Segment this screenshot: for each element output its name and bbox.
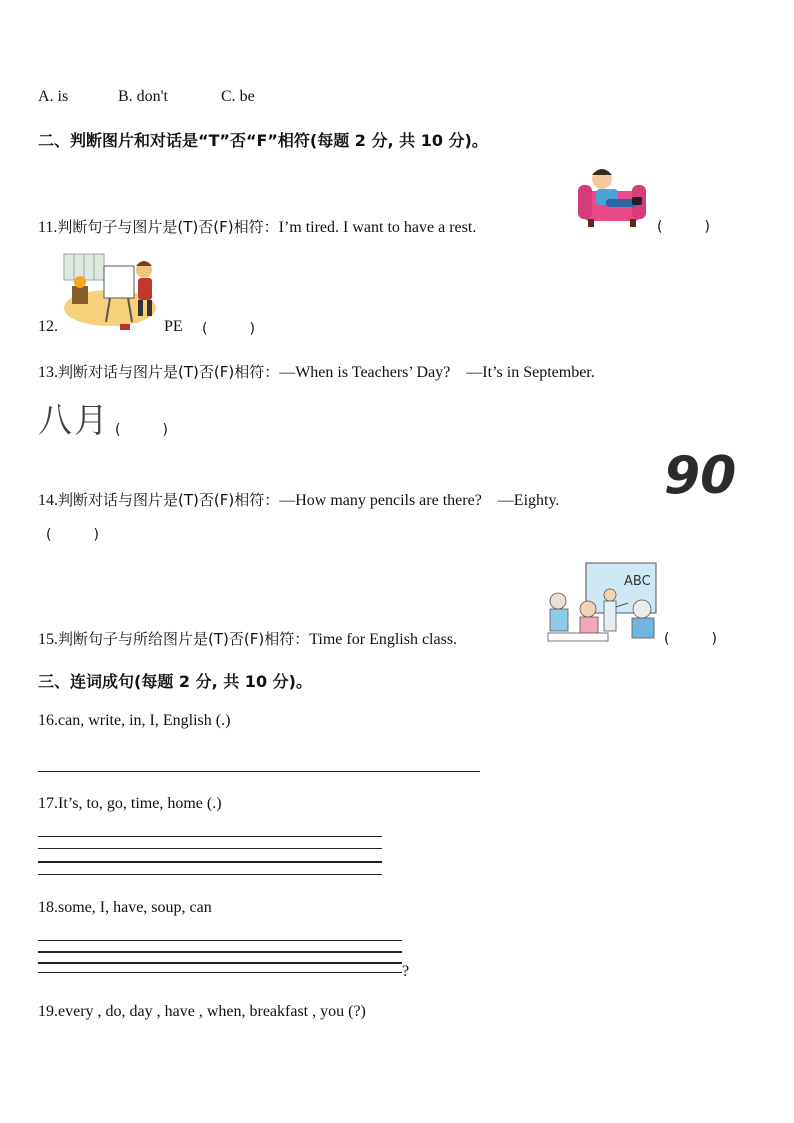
q11-answer-blank[interactable]: ( ) <box>657 219 710 235</box>
q15-number: 15. <box>38 631 58 648</box>
q14-prompt: 判断对话与图片是(T)否(F)相符： <box>58 491 280 509</box>
q17-number: 17. <box>38 795 58 812</box>
q11-prompt: 判断句子与图片是(T)否(F)相符： <box>57 218 279 236</box>
q18-answer-line-1[interactable] <box>38 940 402 941</box>
q18-answer-line-3[interactable] <box>38 962 402 964</box>
q19-words: every , do, day , have , when, breakfast , you (?) <box>58 1003 366 1020</box>
q17-answer-line-4[interactable] <box>38 874 382 875</box>
option-c: C. be <box>221 88 255 105</box>
q12-number: 12. <box>38 318 58 335</box>
q11-text: I’m tired. I want to have a rest. <box>278 219 477 236</box>
q12-answer-blank[interactable]: ( ) <box>202 321 255 337</box>
q14-text: —How many pencils are there? —Eighty. <box>279 492 560 509</box>
q18-line <box>38 899 212 917</box>
q15-answer-blank[interactable]: ( ) <box>664 631 717 647</box>
q14-line <box>38 487 559 510</box>
q18-number: 18. <box>38 899 58 916</box>
section3-heading: 三、连词成句(每题 2 分, 共 10 分)。 <box>38 672 312 691</box>
q17-line <box>38 795 222 813</box>
q17-answer-line-3[interactable] <box>38 861 382 863</box>
abc-board-text: ABC <box>624 574 651 589</box>
q14-number: 14. <box>38 492 58 509</box>
q13-prompt: 判断对话与图片是(T)否(F)相符： <box>58 363 280 381</box>
q15-line <box>38 628 457 649</box>
painting-class-picture <box>60 248 158 334</box>
q15-prompt: 判断句子与所给图片是(T)否(F)相符： <box>58 630 310 648</box>
q14-answer-blank[interactable]: ( ) <box>46 527 99 543</box>
tired-boy-armchair-picture <box>576 163 648 231</box>
q16-number: 16. <box>38 712 58 729</box>
q18-words: some, I, have, soup, can <box>58 899 212 916</box>
q13-number: 13. <box>38 364 58 381</box>
q13-line <box>38 359 595 382</box>
q13-text: —When is Teachers’ Day? —It’s in September. <box>279 364 595 381</box>
q19-line <box>38 1003 366 1021</box>
q15-text: Time for English class. <box>309 631 458 648</box>
q19-number: 19. <box>38 1003 58 1020</box>
q13-answer-blank[interactable]: ( ) <box>115 422 168 438</box>
q16-answer-line[interactable] <box>38 771 480 772</box>
q17-answer-line-1[interactable] <box>38 836 382 837</box>
q11-number: 11. <box>38 219 58 236</box>
q18-answer-line-4[interactable] <box>38 972 402 973</box>
q18-question-mark: ? <box>402 963 410 980</box>
option-a: A. is <box>38 88 69 105</box>
august-chinese-picture: 八月 <box>38 401 110 441</box>
number-ninety-picture: 90 <box>664 446 737 506</box>
q17-answer-line-2[interactable] <box>38 848 382 849</box>
q16-words: can, write, in, I, English (.) <box>58 712 231 729</box>
q18-answer-line-2[interactable] <box>38 951 402 953</box>
q11-line <box>38 216 476 237</box>
q16-line <box>38 712 230 730</box>
option-b: B. don't <box>118 88 168 105</box>
english-class-picture <box>548 563 656 641</box>
q17-words: It’s, to, go, time, home (.) <box>58 795 222 812</box>
q12-text: PE <box>164 318 183 335</box>
section2-heading: 二、判断图片和对话是“T”否“F”相符(每题 2 分, 共 10 分)。 <box>38 131 488 150</box>
